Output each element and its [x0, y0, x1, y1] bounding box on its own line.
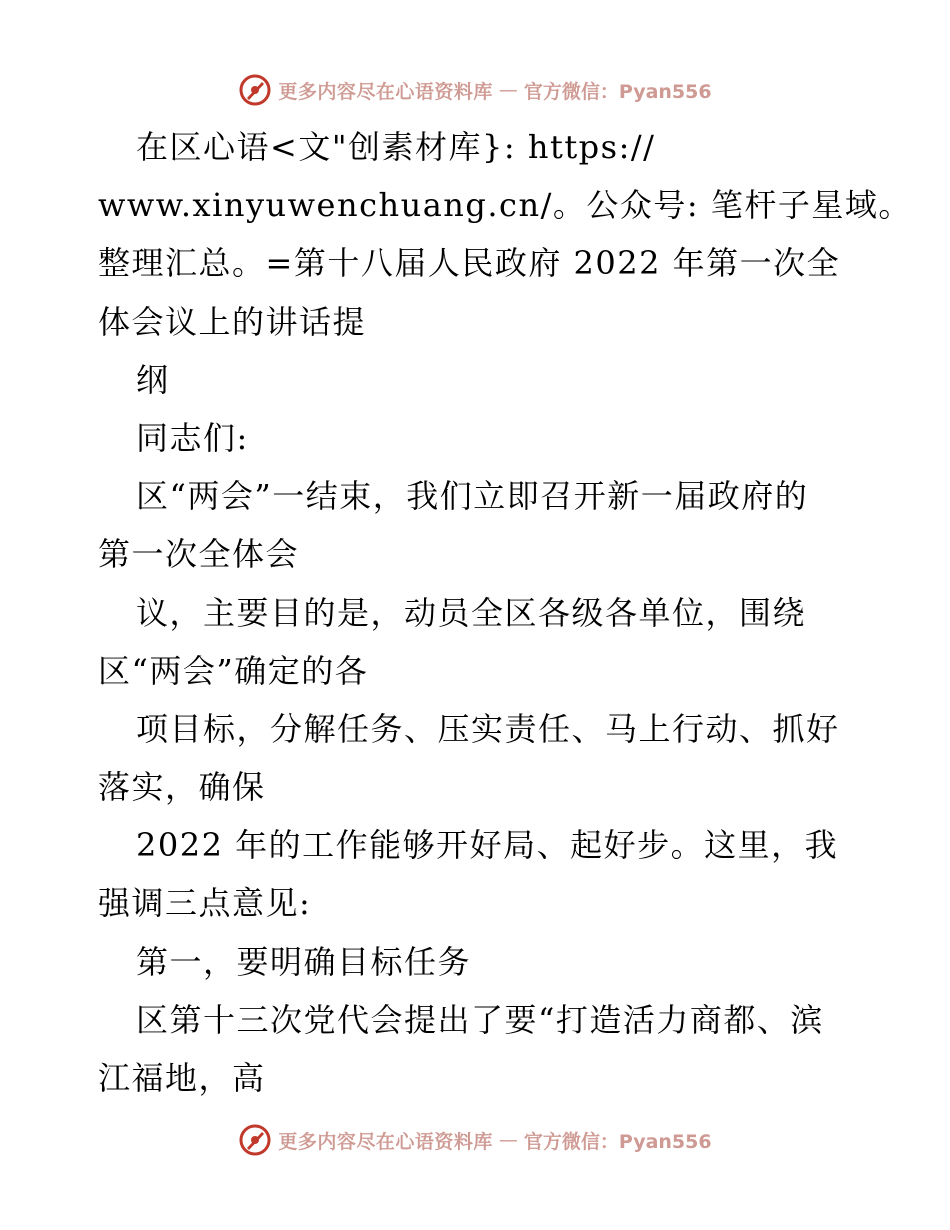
text-line: 议，主要目的是，动员全区各级各单位，围绕: [136, 593, 807, 632]
header-watermark: [0, 70, 950, 110]
watermark-inner: [238, 73, 711, 107]
watermark-inner: [238, 1123, 711, 1157]
quill-logo-icon: [238, 73, 272, 107]
text-line: www.xinyuwenchuang.cn/。公众号: 笔杆子星域。: [98, 186, 912, 225]
watermark-separator: —: [498, 79, 518, 101]
text-line: 同志们:: [136, 418, 249, 457]
text-line: 区第十三次党代会提出了要“打造活力商都、滨: [136, 1000, 824, 1039]
text-line: 落实，确保: [98, 768, 266, 807]
text-line: 纲: [136, 360, 170, 399]
watermark-site-text: 更多内容尽在心语资料库: [278, 80, 493, 103]
text-line: 强调三点意见:: [98, 884, 312, 923]
text-line: 体会议上的讲话提: [98, 302, 367, 341]
watermark-wechat-text: 官方微信：Pyan556: [523, 80, 712, 103]
watermark-site-text: 更多内容尽在心语资料库: [278, 1130, 493, 1153]
text-line: 在区心语<文"创素材库}: https://: [136, 128, 656, 166]
text-line: 项目标，分解任务、压实责任、马上行动、抓好: [136, 709, 840, 748]
text-line: 区“两会”一结束，我们立即召开新一届政府的: [136, 477, 809, 516]
watermark-separator: —: [498, 1129, 518, 1151]
text-line: 第一次全体会: [98, 535, 300, 574]
text-line: 2022 年的工作能够开好局、起好步。这里，我: [136, 826, 839, 865]
text-line: 区“两会”确定的各: [98, 651, 369, 690]
text-line: 第一，要明确目标任务: [136, 942, 472, 981]
text-line: 江福地，高: [98, 1059, 266, 1097]
document-body: [98, 118, 912, 1107]
quill-logo-icon: [238, 1123, 272, 1157]
watermark-wechat-text: 官方微信：Pyan556: [523, 1130, 712, 1153]
footer-watermark: [0, 1120, 950, 1160]
text-line: 整理汇总。=第十八届人民政府 2022 年第一次全: [98, 244, 841, 283]
